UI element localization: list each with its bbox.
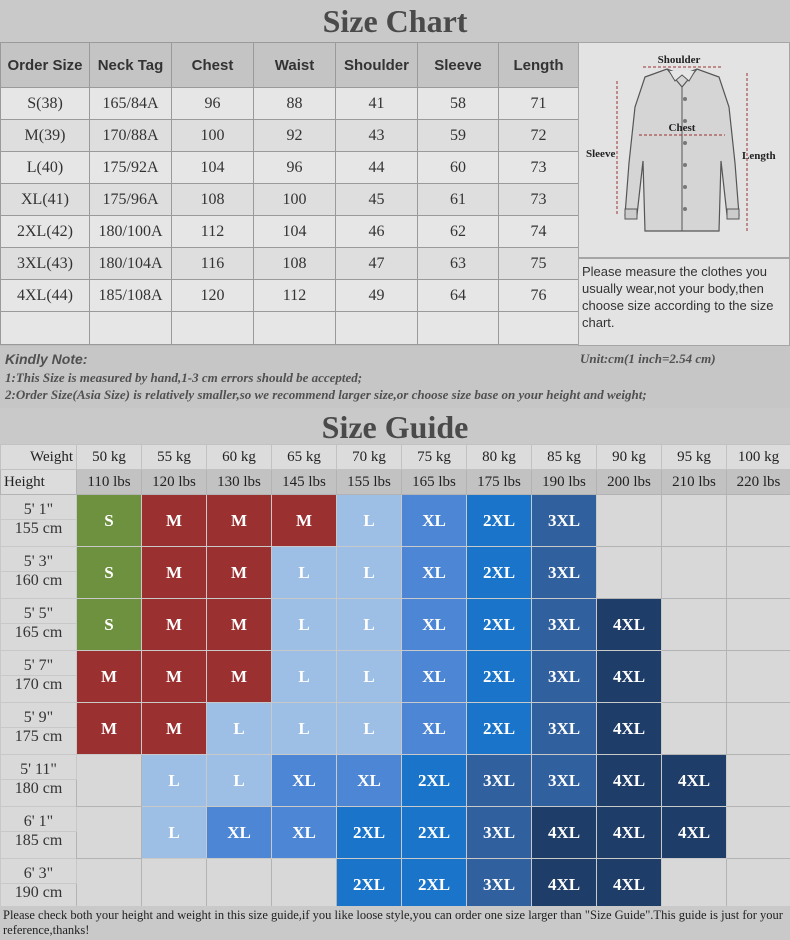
- size-cell: 3XL: [532, 651, 597, 703]
- height-cm: 180 cm: [1, 780, 77, 807]
- weight-kg-cell: 95 kg: [662, 445, 727, 470]
- table-row: [1, 152, 579, 184]
- chart-cell: 175/96A: [90, 184, 172, 216]
- weight-lbs-cell: 165 lbs: [402, 470, 467, 495]
- chart-cell: 92: [254, 120, 336, 152]
- chart-header-cell: Length: [499, 43, 579, 88]
- sleeve-label: Sleeve: [586, 148, 616, 160]
- height-cm: 160 cm: [1, 572, 77, 599]
- weight-label: Weight: [1, 445, 77, 470]
- empty-cell: [418, 312, 499, 345]
- guide-row: [1, 495, 790, 520]
- chart-cell: 165/84A: [90, 88, 172, 120]
- chart-cell: 75: [499, 248, 579, 280]
- guide-row: [1, 859, 790, 884]
- weight-kg-cell: 50 kg: [77, 445, 142, 470]
- chart-cell: 62: [418, 216, 499, 248]
- weight-lbs-cell: 210 lbs: [662, 470, 727, 495]
- size-chart-header-row: [1, 43, 579, 88]
- height-label: Height: [1, 470, 77, 495]
- height-ft: 6' 1": [1, 807, 77, 832]
- size-cell: L: [207, 703, 272, 755]
- size-cell: 2XL: [467, 495, 532, 547]
- size-cell: L: [272, 547, 337, 599]
- chart-cell: L(40): [1, 152, 90, 184]
- weight-kg-cell: 90 kg: [597, 445, 662, 470]
- size-cell: 4XL: [597, 651, 662, 703]
- chart-cell: 112: [254, 280, 336, 312]
- chart-cell: 64: [418, 280, 499, 312]
- chart-cell: 104: [172, 152, 254, 184]
- empty-cell: [662, 495, 727, 547]
- size-cell: S: [77, 495, 142, 547]
- weight-kg-cell: 55 kg: [142, 445, 207, 470]
- size-guide-table: [0, 444, 790, 911]
- size-cell: S: [77, 547, 142, 599]
- size-cell: M: [207, 547, 272, 599]
- size-cell: 3XL: [532, 547, 597, 599]
- footer-note: Please check both your height and weight in this size guide,if you like loose style,you can order one size larger than "Size Guide".This guide is just for your reference,thanks!: [0, 906, 790, 940]
- size-cell: M: [142, 651, 207, 703]
- size-cell: 2XL: [467, 651, 532, 703]
- size-cell: M: [142, 495, 207, 547]
- chart-cell: 58: [418, 88, 499, 120]
- size-cell: 3XL: [467, 807, 532, 859]
- height-cm: 190 cm: [1, 884, 77, 911]
- size-cell: 2XL: [402, 755, 467, 807]
- size-chart-table: [0, 42, 578, 346]
- empty-cell: [662, 703, 727, 755]
- empty-cell: [90, 312, 172, 345]
- chart-cell: 175/92A: [90, 152, 172, 184]
- size-cell: 4XL: [597, 755, 662, 807]
- empty-cell: [207, 859, 272, 911]
- weight-kg-cell: 75 kg: [402, 445, 467, 470]
- chart-header-cell: Chest: [172, 43, 254, 88]
- weight-lbs-row: [1, 470, 790, 495]
- chart-cell: XL(41): [1, 184, 90, 216]
- weight-lbs-cell: 200 lbs: [597, 470, 662, 495]
- size-cell: 3XL: [467, 859, 532, 911]
- size-cell: XL: [402, 651, 467, 703]
- chart-cell: 47: [336, 248, 418, 280]
- chart-header-cell: Shoulder: [336, 43, 418, 88]
- chart-cell: 46: [336, 216, 418, 248]
- height-ft: 6' 3": [1, 859, 77, 884]
- note-line-2: 2:Order Size(Asia Size) is relatively smaller,so we recommend larger size,or choose size base on your height and weight;: [5, 387, 647, 402]
- weight-kg-cell: 70 kg: [337, 445, 402, 470]
- height-ft: 5' 1": [1, 495, 77, 520]
- table-row: [1, 120, 579, 152]
- empty-cell: [662, 859, 727, 911]
- size-cell: L: [272, 599, 337, 651]
- weight-lbs-cell: 220 lbs: [727, 470, 790, 495]
- size-cell: 4XL: [597, 703, 662, 755]
- empty-cell: [499, 312, 579, 345]
- height-ft: 5' 5": [1, 599, 77, 624]
- size-cell: 3XL: [532, 495, 597, 547]
- table-row: [1, 248, 579, 280]
- guide-row: [1, 651, 790, 676]
- height-ft: 5' 9": [1, 703, 77, 728]
- weight-lbs-cell: 130 lbs: [207, 470, 272, 495]
- size-cell: 2XL: [402, 859, 467, 911]
- chart-cell: 72: [499, 120, 579, 152]
- chart-cell: 96: [172, 88, 254, 120]
- size-cell: XL: [402, 599, 467, 651]
- unit-note: Unit:cm(1 inch=2.54 cm): [580, 351, 716, 366]
- empty-cell: [727, 807, 790, 859]
- chart-cell: 180/104A: [90, 248, 172, 280]
- size-cell: M: [207, 651, 272, 703]
- shirt-icon: [579, 43, 789, 257]
- empty-cell: [77, 859, 142, 911]
- size-cell: L: [337, 651, 402, 703]
- chart-cell: 49: [336, 280, 418, 312]
- weight-lbs-cell: 120 lbs: [142, 470, 207, 495]
- size-cell: L: [337, 547, 402, 599]
- empty-cell: [597, 495, 662, 547]
- chart-cell: 180/100A: [90, 216, 172, 248]
- size-cell: M: [142, 703, 207, 755]
- shoulder-label: Shoulder: [657, 54, 701, 66]
- chart-cell: 112: [172, 216, 254, 248]
- measure-note: Please measure the clothes you usually wear,not your body,then choose size according to the size chart.: [578, 258, 790, 346]
- size-cell: 2XL: [337, 859, 402, 911]
- size-cell: XL: [207, 807, 272, 859]
- size-cell: 4XL: [597, 599, 662, 651]
- size-cell: L: [337, 599, 402, 651]
- size-cell: 2XL: [467, 599, 532, 651]
- height-ft: 5' 3": [1, 547, 77, 572]
- kindly-note: [0, 346, 790, 408]
- weight-lbs-cell: 155 lbs: [337, 470, 402, 495]
- chart-header-cell: Waist: [254, 43, 336, 88]
- chest-label: Chest: [668, 122, 696, 134]
- chart-cell: 71: [499, 88, 579, 120]
- size-cell: XL: [337, 755, 402, 807]
- empty-cell: [172, 312, 254, 345]
- height-ft: 5' 7": [1, 651, 77, 676]
- size-cell: L: [207, 755, 272, 807]
- size-cell: 4XL: [662, 807, 727, 859]
- size-cell: L: [337, 495, 402, 547]
- chart-cell: M(39): [1, 120, 90, 152]
- size-cell: 3XL: [532, 599, 597, 651]
- size-cell: S: [77, 599, 142, 651]
- chart-cell: 63: [418, 248, 499, 280]
- chart-cell: 60: [418, 152, 499, 184]
- size-guide-title: Size Guide: [0, 408, 790, 444]
- size-cell: M: [77, 651, 142, 703]
- height-ft: 5' 11": [1, 755, 77, 780]
- empty-cell: [727, 495, 790, 547]
- size-cell: XL: [402, 703, 467, 755]
- weight-kg-cell: 60 kg: [207, 445, 272, 470]
- guide-row: [1, 547, 790, 572]
- size-cell: 4XL: [532, 859, 597, 911]
- size-cell: L: [272, 651, 337, 703]
- size-cell: L: [337, 703, 402, 755]
- empty-cell: [662, 599, 727, 651]
- chart-cell: 120: [172, 280, 254, 312]
- chart-cell: 73: [499, 152, 579, 184]
- size-cell: 4XL: [662, 755, 727, 807]
- table-row: [1, 184, 579, 216]
- weight-lbs-cell: 175 lbs: [467, 470, 532, 495]
- weight-kg-row: [1, 445, 790, 470]
- empty-cell: [662, 547, 727, 599]
- chart-cell: 61: [418, 184, 499, 216]
- size-cell: XL: [402, 495, 467, 547]
- size-cell: M: [142, 599, 207, 651]
- size-cell: L: [272, 703, 337, 755]
- chart-header-cell: Order Size: [1, 43, 90, 88]
- empty-cell: [77, 807, 142, 859]
- height-cm: 170 cm: [1, 676, 77, 703]
- chart-cell: 100: [254, 184, 336, 216]
- guide-row: [1, 703, 790, 728]
- table-row: [1, 280, 579, 312]
- chart-cell: 116: [172, 248, 254, 280]
- size-cell: XL: [272, 755, 337, 807]
- weight-lbs-cell: 145 lbs: [272, 470, 337, 495]
- chart-cell: 44: [336, 152, 418, 184]
- size-cell: M: [77, 703, 142, 755]
- height-cm: 155 cm: [1, 520, 77, 547]
- chart-cell: 4XL(44): [1, 280, 90, 312]
- empty-cell: [336, 312, 418, 345]
- chart-cell: 41: [336, 88, 418, 120]
- note-line-1: 1:This Size is measured by hand,1-3 cm errors should be accepted;: [5, 370, 363, 385]
- size-cell: 2XL: [402, 807, 467, 859]
- chart-cell: 74: [499, 216, 579, 248]
- chart-cell: 2XL(42): [1, 216, 90, 248]
- weight-kg-cell: 65 kg: [272, 445, 337, 470]
- empty-cell: [727, 599, 790, 651]
- empty-cell: [1, 312, 90, 345]
- shirt-measure-diagram: [578, 42, 790, 258]
- empty-cell: [727, 651, 790, 703]
- chart-cell: 43: [336, 120, 418, 152]
- guide-row: [1, 599, 790, 624]
- table-row: [1, 88, 579, 120]
- chart-header-cell: Sleeve: [418, 43, 499, 88]
- empty-cell: [727, 547, 790, 599]
- chart-cell: 45: [336, 184, 418, 216]
- chart-cell: 108: [172, 184, 254, 216]
- weight-kg-cell: 85 kg: [532, 445, 597, 470]
- height-cm: 185 cm: [1, 832, 77, 859]
- size-cell: M: [272, 495, 337, 547]
- size-cell: 4XL: [597, 807, 662, 859]
- kindly-note-label: Kindly Note:: [5, 351, 88, 367]
- weight-kg-cell: 100 kg: [727, 445, 790, 470]
- size-cell: 3XL: [532, 703, 597, 755]
- empty-cell: [727, 755, 790, 807]
- chart-cell: S(38): [1, 88, 90, 120]
- chart-cell: 96: [254, 152, 336, 184]
- chart-cell: 59: [418, 120, 499, 152]
- table-filler-row: [1, 312, 579, 345]
- size-cell: 3XL: [467, 755, 532, 807]
- table-row: [1, 216, 579, 248]
- weight-lbs-cell: 190 lbs: [532, 470, 597, 495]
- guide-row: [1, 755, 790, 780]
- height-cm: 165 cm: [1, 624, 77, 651]
- empty-cell: [254, 312, 336, 345]
- chart-cell: 3XL(43): [1, 248, 90, 280]
- empty-cell: [727, 703, 790, 755]
- weight-kg-cell: 80 kg: [467, 445, 532, 470]
- size-chart-title: Size Chart: [0, 0, 790, 42]
- size-cell: M: [207, 599, 272, 651]
- chart-cell: 76: [499, 280, 579, 312]
- chart-cell: 108: [254, 248, 336, 280]
- size-cell: 4XL: [597, 859, 662, 911]
- size-cell: XL: [272, 807, 337, 859]
- empty-cell: [77, 755, 142, 807]
- size-cell: M: [207, 495, 272, 547]
- chart-cell: 104: [254, 216, 336, 248]
- chart-cell: 100: [172, 120, 254, 152]
- empty-cell: [727, 859, 790, 911]
- chart-cell: 88: [254, 88, 336, 120]
- weight-lbs-cell: 110 lbs: [77, 470, 142, 495]
- chart-header-cell: Neck Tag: [90, 43, 172, 88]
- size-cell: 4XL: [532, 807, 597, 859]
- size-cell: 2XL: [337, 807, 402, 859]
- guide-row: [1, 807, 790, 832]
- chart-cell: 170/88A: [90, 120, 172, 152]
- chart-cell: 185/108A: [90, 280, 172, 312]
- size-cell: 2XL: [467, 547, 532, 599]
- size-cell: 3XL: [532, 755, 597, 807]
- length-label: Length: [742, 150, 776, 162]
- empty-cell: [272, 859, 337, 911]
- size-cell: L: [142, 807, 207, 859]
- empty-cell: [662, 651, 727, 703]
- size-cell: 2XL: [467, 703, 532, 755]
- height-cm: 175 cm: [1, 728, 77, 755]
- empty-cell: [142, 859, 207, 911]
- size-cell: XL: [402, 547, 467, 599]
- chart-cell: 73: [499, 184, 579, 216]
- size-cell: L: [142, 755, 207, 807]
- empty-cell: [597, 547, 662, 599]
- size-cell: M: [142, 547, 207, 599]
